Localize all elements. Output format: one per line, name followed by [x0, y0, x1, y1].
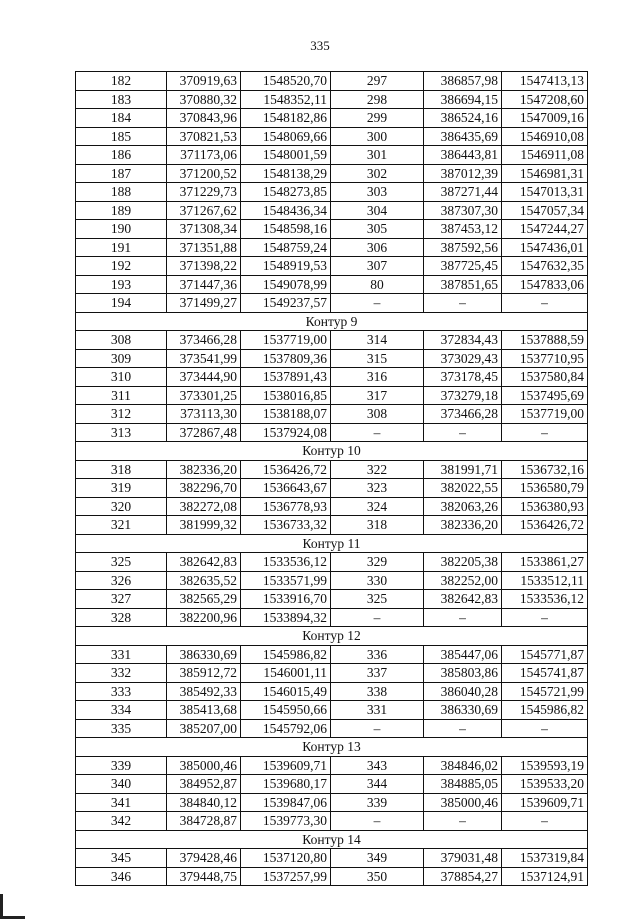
y-coordinate-cell: 1536733,32	[241, 516, 331, 535]
point-number-cell: 188	[76, 183, 167, 202]
y-coordinate-cell: 1548138,29	[241, 164, 331, 183]
x-coordinate-cell: 373279,18	[424, 386, 502, 405]
contour-title: Контур 12	[76, 627, 588, 646]
point-number-cell: 312	[76, 405, 167, 424]
point-number-cell: 350	[331, 867, 424, 886]
y-coordinate-cell: 1533894,32	[241, 608, 331, 627]
x-coordinate-cell: 381991,71	[424, 460, 502, 479]
y-coordinate-cell: 1537710,95	[502, 349, 588, 368]
y-coordinate-cell: 1546911,08	[502, 146, 588, 165]
y-coordinate-cell: 1547244,27	[502, 220, 588, 239]
y-coordinate-cell: 1533916,70	[241, 590, 331, 609]
point-number-cell: 331	[76, 645, 167, 664]
table-row	[76, 90, 588, 109]
y-coordinate-cell: 1547208,60	[502, 90, 588, 109]
x-coordinate-cell: 387851,65	[424, 275, 502, 294]
x-coordinate-cell: 387012,39	[424, 164, 502, 183]
contour-header-row	[76, 442, 588, 461]
point-number-cell: 323	[331, 479, 424, 498]
x-coordinate-cell: 373541,99	[167, 349, 241, 368]
table-row	[76, 497, 588, 516]
point-number-cell: 304	[331, 201, 424, 220]
table-row	[76, 849, 588, 868]
table-row	[76, 701, 588, 720]
point-number-cell: 339	[331, 793, 424, 812]
table-row	[76, 775, 588, 794]
table-row	[76, 294, 588, 313]
point-number-cell: 308	[76, 331, 167, 350]
y-coordinate-cell: 1547057,34	[502, 201, 588, 220]
x-coordinate-cell: –	[424, 294, 502, 313]
y-coordinate-cell: 1547413,13	[502, 72, 588, 91]
x-coordinate-cell: 373178,45	[424, 368, 502, 387]
y-coordinate-cell: 1548759,24	[241, 238, 331, 257]
x-coordinate-cell: 386330,69	[167, 645, 241, 664]
point-number-cell: 317	[331, 386, 424, 405]
point-number-cell: 321	[76, 516, 167, 535]
x-coordinate-cell: 382272,08	[167, 497, 241, 516]
table-row	[76, 756, 588, 775]
x-coordinate-cell: 382642,83	[167, 553, 241, 572]
x-coordinate-cell: 373466,28	[424, 405, 502, 424]
y-coordinate-cell: 1548069,66	[241, 127, 331, 146]
y-coordinate-cell: 1539533,20	[502, 775, 588, 794]
y-coordinate-cell: 1545986,82	[502, 701, 588, 720]
x-coordinate-cell: 386435,69	[424, 127, 502, 146]
x-coordinate-cell: 382252,00	[424, 571, 502, 590]
y-coordinate-cell: 1547436,01	[502, 238, 588, 257]
page-number: 335	[310, 38, 330, 53]
y-coordinate-cell: 1539847,06	[241, 793, 331, 812]
table-row	[76, 368, 588, 387]
point-number-cell: 340	[76, 775, 167, 794]
x-coordinate-cell: 384840,12	[167, 793, 241, 812]
point-number-cell: 318	[76, 460, 167, 479]
x-coordinate-cell: 387453,12	[424, 220, 502, 239]
point-number-cell: –	[331, 608, 424, 627]
x-coordinate-cell: 387725,45	[424, 257, 502, 276]
table-row	[76, 590, 588, 609]
contour-header-row	[76, 738, 588, 757]
point-number-cell: 344	[331, 775, 424, 794]
table-row	[76, 220, 588, 239]
y-coordinate-cell: 1533861,27	[502, 553, 588, 572]
x-coordinate-cell: 370880,32	[167, 90, 241, 109]
y-coordinate-cell: 1549078,99	[241, 275, 331, 294]
y-coordinate-cell: 1537319,84	[502, 849, 588, 868]
table-row	[76, 645, 588, 664]
x-coordinate-cell: 382063,26	[424, 497, 502, 516]
contour-header-row	[76, 627, 588, 646]
y-coordinate-cell: 1537124,91	[502, 867, 588, 886]
y-coordinate-cell: 1546910,08	[502, 127, 588, 146]
y-coordinate-cell: 1536732,16	[502, 460, 588, 479]
contour-title: Контур 9	[76, 312, 588, 331]
point-number-cell: 322	[331, 460, 424, 479]
point-number-cell: 310	[76, 368, 167, 387]
x-coordinate-cell: 384885,05	[424, 775, 502, 794]
table-row	[76, 405, 588, 424]
point-number-cell: 302	[331, 164, 424, 183]
x-coordinate-cell: 385000,46	[424, 793, 502, 812]
point-number-cell: 314	[331, 331, 424, 350]
y-coordinate-cell: 1533571,99	[241, 571, 331, 590]
table-row	[76, 516, 588, 535]
point-number-cell: 308	[331, 405, 424, 424]
point-number-cell: 341	[76, 793, 167, 812]
y-coordinate-cell: –	[502, 294, 588, 313]
y-coordinate-cell: 1548520,70	[241, 72, 331, 91]
table-row	[76, 146, 588, 165]
point-number-cell: 346	[76, 867, 167, 886]
x-coordinate-cell: 371200,52	[167, 164, 241, 183]
y-coordinate-cell: 1537924,08	[241, 423, 331, 442]
point-number-cell: 328	[76, 608, 167, 627]
y-coordinate-cell: 1533536,12	[241, 553, 331, 572]
point-number-cell: 336	[331, 645, 424, 664]
x-coordinate-cell: 373029,43	[424, 349, 502, 368]
y-coordinate-cell: 1545741,87	[502, 664, 588, 683]
point-number-cell: 333	[76, 682, 167, 701]
x-coordinate-cell: 370843,96	[167, 109, 241, 128]
coordinates-table-body	[76, 72, 588, 886]
table-row	[76, 664, 588, 683]
x-coordinate-cell: 381999,32	[167, 516, 241, 535]
point-number-cell: 300	[331, 127, 424, 146]
y-coordinate-cell: –	[502, 812, 588, 831]
y-coordinate-cell: 1537257,99	[241, 867, 331, 886]
point-number-cell: 327	[76, 590, 167, 609]
x-coordinate-cell: 379448,75	[167, 867, 241, 886]
point-number-cell: 337	[331, 664, 424, 683]
y-coordinate-cell: 1539593,19	[502, 756, 588, 775]
y-coordinate-cell: 1548182,86	[241, 109, 331, 128]
x-coordinate-cell: 385207,00	[167, 719, 241, 738]
point-number-cell: 315	[331, 349, 424, 368]
y-coordinate-cell: 1548598,16	[241, 220, 331, 239]
y-coordinate-cell: 1537495,69	[502, 386, 588, 405]
table-row	[76, 72, 588, 91]
x-coordinate-cell: 386857,98	[424, 72, 502, 91]
table-row	[76, 608, 588, 627]
point-number-cell: 307	[331, 257, 424, 276]
point-number-cell: –	[331, 423, 424, 442]
x-coordinate-cell: 382635,52	[167, 571, 241, 590]
y-coordinate-cell: 1538016,85	[241, 386, 331, 405]
y-coordinate-cell: 1537809,36	[241, 349, 331, 368]
y-coordinate-cell: 1539609,71	[502, 793, 588, 812]
y-coordinate-cell: 1545950,66	[241, 701, 331, 720]
y-coordinate-cell: 1537888,59	[502, 331, 588, 350]
table-row	[76, 164, 588, 183]
table-row	[76, 719, 588, 738]
y-coordinate-cell: 1545771,87	[502, 645, 588, 664]
x-coordinate-cell: 371229,73	[167, 183, 241, 202]
y-coordinate-cell: 1539609,71	[241, 756, 331, 775]
x-coordinate-cell: 385413,68	[167, 701, 241, 720]
point-number-cell: 299	[331, 109, 424, 128]
y-coordinate-cell: 1545792,06	[241, 719, 331, 738]
y-coordinate-cell: 1547833,06	[502, 275, 588, 294]
table-row	[76, 553, 588, 572]
point-number-cell: 331	[331, 701, 424, 720]
y-coordinate-cell: 1545721,99	[502, 682, 588, 701]
x-coordinate-cell: 379031,48	[424, 849, 502, 868]
point-number-cell: 80	[331, 275, 424, 294]
point-number-cell: 343	[331, 756, 424, 775]
point-number-cell: 301	[331, 146, 424, 165]
x-coordinate-cell: 385447,06	[424, 645, 502, 664]
x-coordinate-cell: 385000,46	[167, 756, 241, 775]
y-coordinate-cell: 1536426,72	[241, 460, 331, 479]
point-number-cell: 183	[76, 90, 167, 109]
contour-title: Контур 11	[76, 534, 588, 553]
y-coordinate-cell: 1549237,57	[241, 294, 331, 313]
point-number-cell: 329	[331, 553, 424, 572]
point-number-cell: –	[331, 812, 424, 831]
x-coordinate-cell: –	[424, 719, 502, 738]
x-coordinate-cell: 385912,72	[167, 664, 241, 683]
y-coordinate-cell: 1547013,31	[502, 183, 588, 202]
x-coordinate-cell: 371447,36	[167, 275, 241, 294]
y-coordinate-cell: 1548436,34	[241, 201, 331, 220]
x-coordinate-cell: 385803,86	[424, 664, 502, 683]
y-coordinate-cell: 1548352,11	[241, 90, 331, 109]
table-row	[76, 331, 588, 350]
x-coordinate-cell: 382296,70	[167, 479, 241, 498]
y-coordinate-cell: 1548273,85	[241, 183, 331, 202]
y-coordinate-cell: 1533536,12	[502, 590, 588, 609]
x-coordinate-cell: 371267,62	[167, 201, 241, 220]
x-coordinate-cell: 382642,83	[424, 590, 502, 609]
table-row	[76, 423, 588, 442]
point-number-cell: 334	[76, 701, 167, 720]
point-number-cell: 318	[331, 516, 424, 535]
y-coordinate-cell: –	[502, 719, 588, 738]
point-number-cell: 330	[331, 571, 424, 590]
y-coordinate-cell: 1545986,82	[241, 645, 331, 664]
y-coordinate-cell: 1546001,11	[241, 664, 331, 683]
point-number-cell: 306	[331, 238, 424, 257]
table-row	[76, 386, 588, 405]
y-coordinate-cell: 1548001,59	[241, 146, 331, 165]
contour-title: Контур 13	[76, 738, 588, 757]
x-coordinate-cell: 382565,29	[167, 590, 241, 609]
point-number-cell: 194	[76, 294, 167, 313]
point-number-cell: 305	[331, 220, 424, 239]
x-coordinate-cell: 386694,15	[424, 90, 502, 109]
x-coordinate-cell: 386330,69	[424, 701, 502, 720]
y-coordinate-cell: –	[502, 423, 588, 442]
point-number-cell: 185	[76, 127, 167, 146]
x-coordinate-cell: –	[424, 608, 502, 627]
x-coordinate-cell: 373113,30	[167, 405, 241, 424]
table-row	[76, 127, 588, 146]
point-number-cell: 182	[76, 72, 167, 91]
x-coordinate-cell: 387592,56	[424, 238, 502, 257]
point-number-cell: 320	[76, 497, 167, 516]
point-number-cell: 316	[331, 368, 424, 387]
point-number-cell: 311	[76, 386, 167, 405]
scan-corner-mark	[0, 894, 25, 919]
x-coordinate-cell: 382205,38	[424, 553, 502, 572]
y-coordinate-cell: 1536380,93	[502, 497, 588, 516]
point-number-cell: 338	[331, 682, 424, 701]
table-row	[76, 793, 588, 812]
table-row	[76, 460, 588, 479]
x-coordinate-cell: 371308,34	[167, 220, 241, 239]
contour-header-row	[76, 312, 588, 331]
y-coordinate-cell: 1547632,35	[502, 257, 588, 276]
table-row	[76, 275, 588, 294]
table-row	[76, 201, 588, 220]
table-row	[76, 479, 588, 498]
point-number-cell: 339	[76, 756, 167, 775]
x-coordinate-cell: 382200,96	[167, 608, 241, 627]
table-row	[76, 183, 588, 202]
table-row	[76, 682, 588, 701]
x-coordinate-cell: 382336,20	[424, 516, 502, 535]
x-coordinate-cell: –	[424, 423, 502, 442]
point-number-cell: –	[331, 294, 424, 313]
coordinates-table	[75, 71, 588, 886]
table-row	[76, 812, 588, 831]
contour-header-row	[76, 534, 588, 553]
x-coordinate-cell: 382022,55	[424, 479, 502, 498]
x-coordinate-cell: 373444,90	[167, 368, 241, 387]
point-number-cell: 303	[331, 183, 424, 202]
y-coordinate-cell: 1537719,00	[502, 405, 588, 424]
y-coordinate-cell: 1546015,49	[241, 682, 331, 701]
point-number-cell: 192	[76, 257, 167, 276]
x-coordinate-cell: 372867,48	[167, 423, 241, 442]
x-coordinate-cell: 373301,25	[167, 386, 241, 405]
point-number-cell: 325	[76, 553, 167, 572]
y-coordinate-cell: –	[502, 608, 588, 627]
table-row	[76, 109, 588, 128]
x-coordinate-cell: 386524,16	[424, 109, 502, 128]
y-coordinate-cell: 1539680,17	[241, 775, 331, 794]
x-coordinate-cell: 370821,53	[167, 127, 241, 146]
y-coordinate-cell: 1548919,53	[241, 257, 331, 276]
x-coordinate-cell: 371398,22	[167, 257, 241, 276]
point-number-cell: 309	[76, 349, 167, 368]
x-coordinate-cell: 371173,06	[167, 146, 241, 165]
x-coordinate-cell: –	[424, 812, 502, 831]
x-coordinate-cell: 370919,63	[167, 72, 241, 91]
x-coordinate-cell: 386443,81	[424, 146, 502, 165]
y-coordinate-cell: 1537891,43	[241, 368, 331, 387]
point-number-cell: 297	[331, 72, 424, 91]
y-coordinate-cell: 1536643,67	[241, 479, 331, 498]
point-number-cell: 190	[76, 220, 167, 239]
y-coordinate-cell: 1539773,30	[241, 812, 331, 831]
point-number-cell: 342	[76, 812, 167, 831]
x-coordinate-cell: 379428,46	[167, 849, 241, 868]
x-coordinate-cell: 384846,02	[424, 756, 502, 775]
point-number-cell: 345	[76, 849, 167, 868]
x-coordinate-cell: 378854,27	[424, 867, 502, 886]
table-row	[76, 257, 588, 276]
point-number-cell: 187	[76, 164, 167, 183]
y-coordinate-cell: 1547009,16	[502, 109, 588, 128]
x-coordinate-cell: 373466,28	[167, 331, 241, 350]
point-number-cell: 332	[76, 664, 167, 683]
x-coordinate-cell: 386040,28	[424, 682, 502, 701]
table-row	[76, 867, 588, 886]
point-number-cell: –	[331, 719, 424, 738]
table-row	[76, 349, 588, 368]
point-number-cell: 349	[331, 849, 424, 868]
x-coordinate-cell: 387271,44	[424, 183, 502, 202]
x-coordinate-cell: 372834,43	[424, 331, 502, 350]
point-number-cell: 326	[76, 571, 167, 590]
y-coordinate-cell: 1533512,11	[502, 571, 588, 590]
y-coordinate-cell: 1536778,93	[241, 497, 331, 516]
y-coordinate-cell: 1537719,00	[241, 331, 331, 350]
contour-title: Контур 14	[76, 830, 588, 849]
table-row	[76, 238, 588, 257]
point-number-cell: 193	[76, 275, 167, 294]
y-coordinate-cell: 1537580,84	[502, 368, 588, 387]
x-coordinate-cell: 384952,87	[167, 775, 241, 794]
contour-title: Контур 10	[76, 442, 588, 461]
point-number-cell: 324	[331, 497, 424, 516]
y-coordinate-cell: 1536580,79	[502, 479, 588, 498]
y-coordinate-cell: 1546981,31	[502, 164, 588, 183]
x-coordinate-cell: 371499,27	[167, 294, 241, 313]
x-coordinate-cell: 384728,87	[167, 812, 241, 831]
point-number-cell: 191	[76, 238, 167, 257]
x-coordinate-cell: 382336,20	[167, 460, 241, 479]
y-coordinate-cell: 1536426,72	[502, 516, 588, 535]
point-number-cell: 186	[76, 146, 167, 165]
point-number-cell: 298	[331, 90, 424, 109]
x-coordinate-cell: 385492,33	[167, 682, 241, 701]
contour-header-row	[76, 830, 588, 849]
point-number-cell: 189	[76, 201, 167, 220]
point-number-cell: 313	[76, 423, 167, 442]
point-number-cell: 325	[331, 590, 424, 609]
table-row	[76, 571, 588, 590]
point-number-cell: 319	[76, 479, 167, 498]
point-number-cell: 335	[76, 719, 167, 738]
point-number-cell: 184	[76, 109, 167, 128]
x-coordinate-cell: 371351,88	[167, 238, 241, 257]
y-coordinate-cell: 1538188,07	[241, 405, 331, 424]
x-coordinate-cell: 387307,30	[424, 201, 502, 220]
y-coordinate-cell: 1537120,80	[241, 849, 331, 868]
